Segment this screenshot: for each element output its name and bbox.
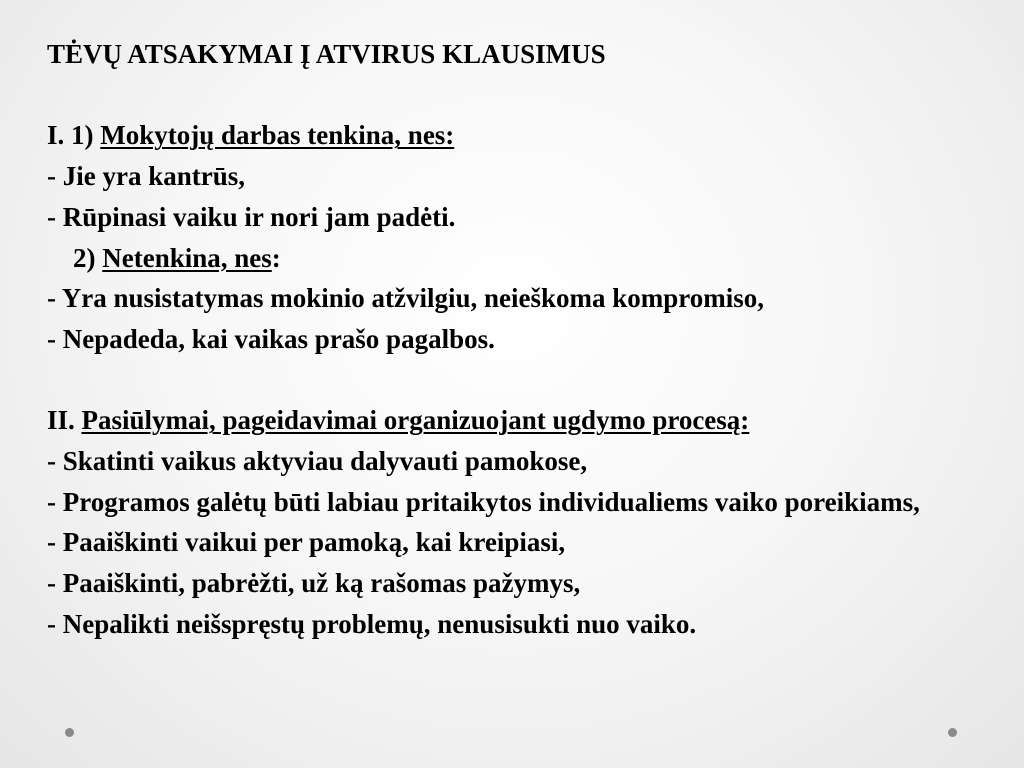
section1-sub-prefix: 2) xyxy=(73,242,103,273)
slide-content xyxy=(47,34,987,645)
section1-sub-heading: Netenkina, nes xyxy=(102,242,272,273)
section2-item: - Skatinti vaikus aktyviau dalyvauti pamokose, xyxy=(47,446,588,476)
section1-sub-suffix: : xyxy=(271,242,281,273)
section2-prefix: II. xyxy=(47,405,82,436)
section2-item: - Paaiškinti vaikui per pamoką, kai kreipiasi, xyxy=(47,527,566,558)
section2-heading: Pasiūlymai, pageidavimai organizuojant ugdymo procesą: xyxy=(81,405,750,436)
decorative-dot-left xyxy=(65,728,74,737)
section1-sub-item: - Yra nusistatymas mokinio atžvilgiu, neieškoma kompromiso, xyxy=(47,283,765,314)
slide-title: TĖVŲ ATSAKYMAI Į ATVIRUS KLAUSIMUS xyxy=(47,39,606,69)
section1-item: - Rūpinasi vaiku ir nori jam padėti. xyxy=(47,201,456,232)
section2-item: - Programos galėtų būti labiau pritaikytos individualiems vaiko poreikiams, xyxy=(47,486,920,517)
section2-heading-line xyxy=(47,400,987,441)
section2-item: - Nepalikti neišspręstų problemų, nenusisukti nuo vaiko. xyxy=(47,608,697,639)
spacer xyxy=(47,75,987,116)
section1-sub-item: - Nepadeda, kai vaikas prašo pagalbos. xyxy=(47,323,495,354)
decorative-dot-right xyxy=(948,728,957,737)
section1-item: - Jie yra kantrūs, xyxy=(47,161,245,192)
section1-heading: Mokytojų darbas tenkina, nes: xyxy=(100,120,455,151)
section1-subheading-line xyxy=(47,238,987,279)
section2-item: - Paaiškinti, pabrėžti, už ką rašomas pažymys, xyxy=(47,568,581,599)
spacer xyxy=(47,360,987,401)
section1-prefix: I. 1) xyxy=(47,120,101,151)
section1-heading-line xyxy=(47,115,987,156)
